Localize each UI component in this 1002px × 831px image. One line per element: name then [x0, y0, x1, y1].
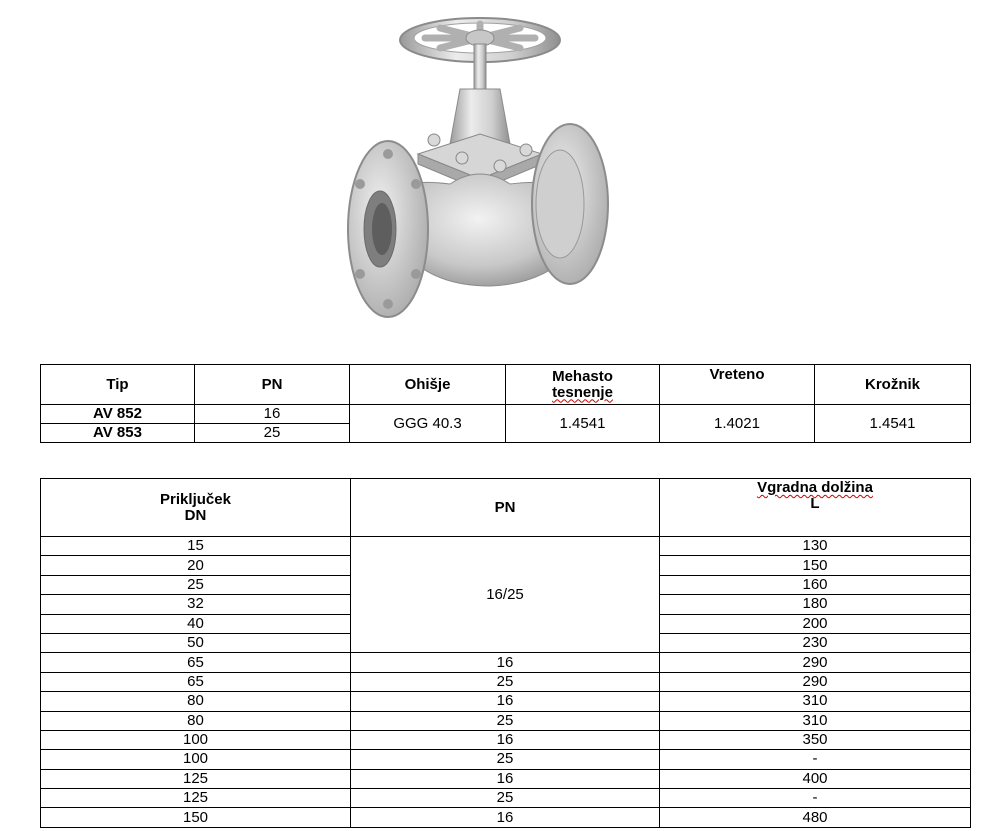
length-cell: 180	[660, 595, 971, 614]
table-row	[41, 769, 971, 788]
length-cell: 160	[660, 575, 971, 594]
ohisje-value: GGG 40.3	[350, 405, 506, 443]
pn-cell: 25	[351, 711, 660, 730]
header-vreteno: Vreteno	[660, 365, 815, 405]
mehasto-value: 1.4541	[506, 405, 660, 443]
length-cell: 310	[660, 692, 971, 711]
tip-av852: AV 852	[41, 405, 195, 424]
dn-cell: 15	[41, 537, 351, 556]
dimensions-table	[40, 478, 971, 828]
table-row	[41, 808, 971, 827]
table-row	[41, 692, 971, 711]
table-row	[41, 750, 971, 769]
dn-cell: 65	[41, 653, 351, 672]
dn-cell: 50	[41, 633, 351, 652]
pn-cell: 25	[351, 750, 660, 769]
header-tip: Tip	[41, 365, 195, 405]
dn-cell: 32	[41, 595, 351, 614]
dn-cell: 80	[41, 711, 351, 730]
dn-cell: 65	[41, 672, 351, 691]
dn-cell: 150	[41, 808, 351, 827]
pn-cell: 16	[351, 769, 660, 788]
pn-merged-cell: 16/25	[351, 537, 660, 653]
header-kroznik: Krožnik	[815, 365, 971, 405]
header-tesnenje: tesnenje	[552, 383, 613, 401]
dn-cell: 125	[41, 789, 351, 808]
dn-cell: 40	[41, 614, 351, 633]
table-row	[41, 730, 971, 749]
length-cell: 150	[660, 556, 971, 575]
header-mehasto: Mehasto	[552, 367, 613, 385]
header-pn: PN	[195, 365, 350, 405]
length-cell: 400	[660, 769, 971, 788]
pn-cell: 16	[351, 730, 660, 749]
table-row	[41, 789, 971, 808]
header-ohisje: Ohišje	[350, 365, 506, 405]
length-cell: 290	[660, 672, 971, 691]
header-prikljucek: Priključek	[160, 490, 231, 508]
tip-av853: AV 853	[41, 424, 195, 443]
table-row	[41, 672, 971, 691]
header-pn: PN	[351, 479, 660, 537]
header-l: L	[810, 495, 820, 512]
header-prikljucek-dn	[41, 479, 351, 537]
header-vgradna-dolzina	[660, 479, 971, 537]
table-row	[41, 537, 971, 556]
length-cell: -	[660, 750, 971, 769]
dn-cell: 125	[41, 769, 351, 788]
dn-cell: 25	[41, 575, 351, 594]
length-cell: 350	[660, 730, 971, 749]
header-vgradna	[660, 480, 970, 496]
length-cell: 480	[660, 808, 971, 827]
header-mehasto-tesnenje	[506, 365, 660, 405]
kroznik-value: 1.4541	[815, 405, 971, 443]
header-vgradna-text: Vgradna dolžina	[757, 479, 873, 496]
dn-cell: 80	[41, 692, 351, 711]
pn-av853: 25	[195, 424, 350, 443]
length-cell: 310	[660, 711, 971, 730]
dimensions-body	[41, 537, 971, 828]
pn-cell: 16	[351, 808, 660, 827]
dn-cell: 100	[41, 750, 351, 769]
valve-image	[330, 4, 630, 322]
length-cell: 290	[660, 653, 971, 672]
pn-cell: 16	[351, 653, 660, 672]
table-row	[41, 653, 971, 672]
length-cell: 230	[660, 633, 971, 652]
table-row	[41, 711, 971, 730]
pn-av852: 16	[195, 405, 350, 424]
pn-cell: 16	[351, 692, 660, 711]
length-cell: -	[660, 789, 971, 808]
dn-cell: 100	[41, 730, 351, 749]
pn-cell: 25	[351, 789, 660, 808]
pn-cell: 25	[351, 672, 660, 691]
header-dn: DN	[184, 506, 207, 524]
length-cell: 200	[660, 614, 971, 633]
vreteno-value: 1.4021	[660, 405, 815, 443]
dn-cell: 20	[41, 556, 351, 575]
spec-table	[40, 364, 971, 443]
length-cell: 130	[660, 537, 971, 556]
